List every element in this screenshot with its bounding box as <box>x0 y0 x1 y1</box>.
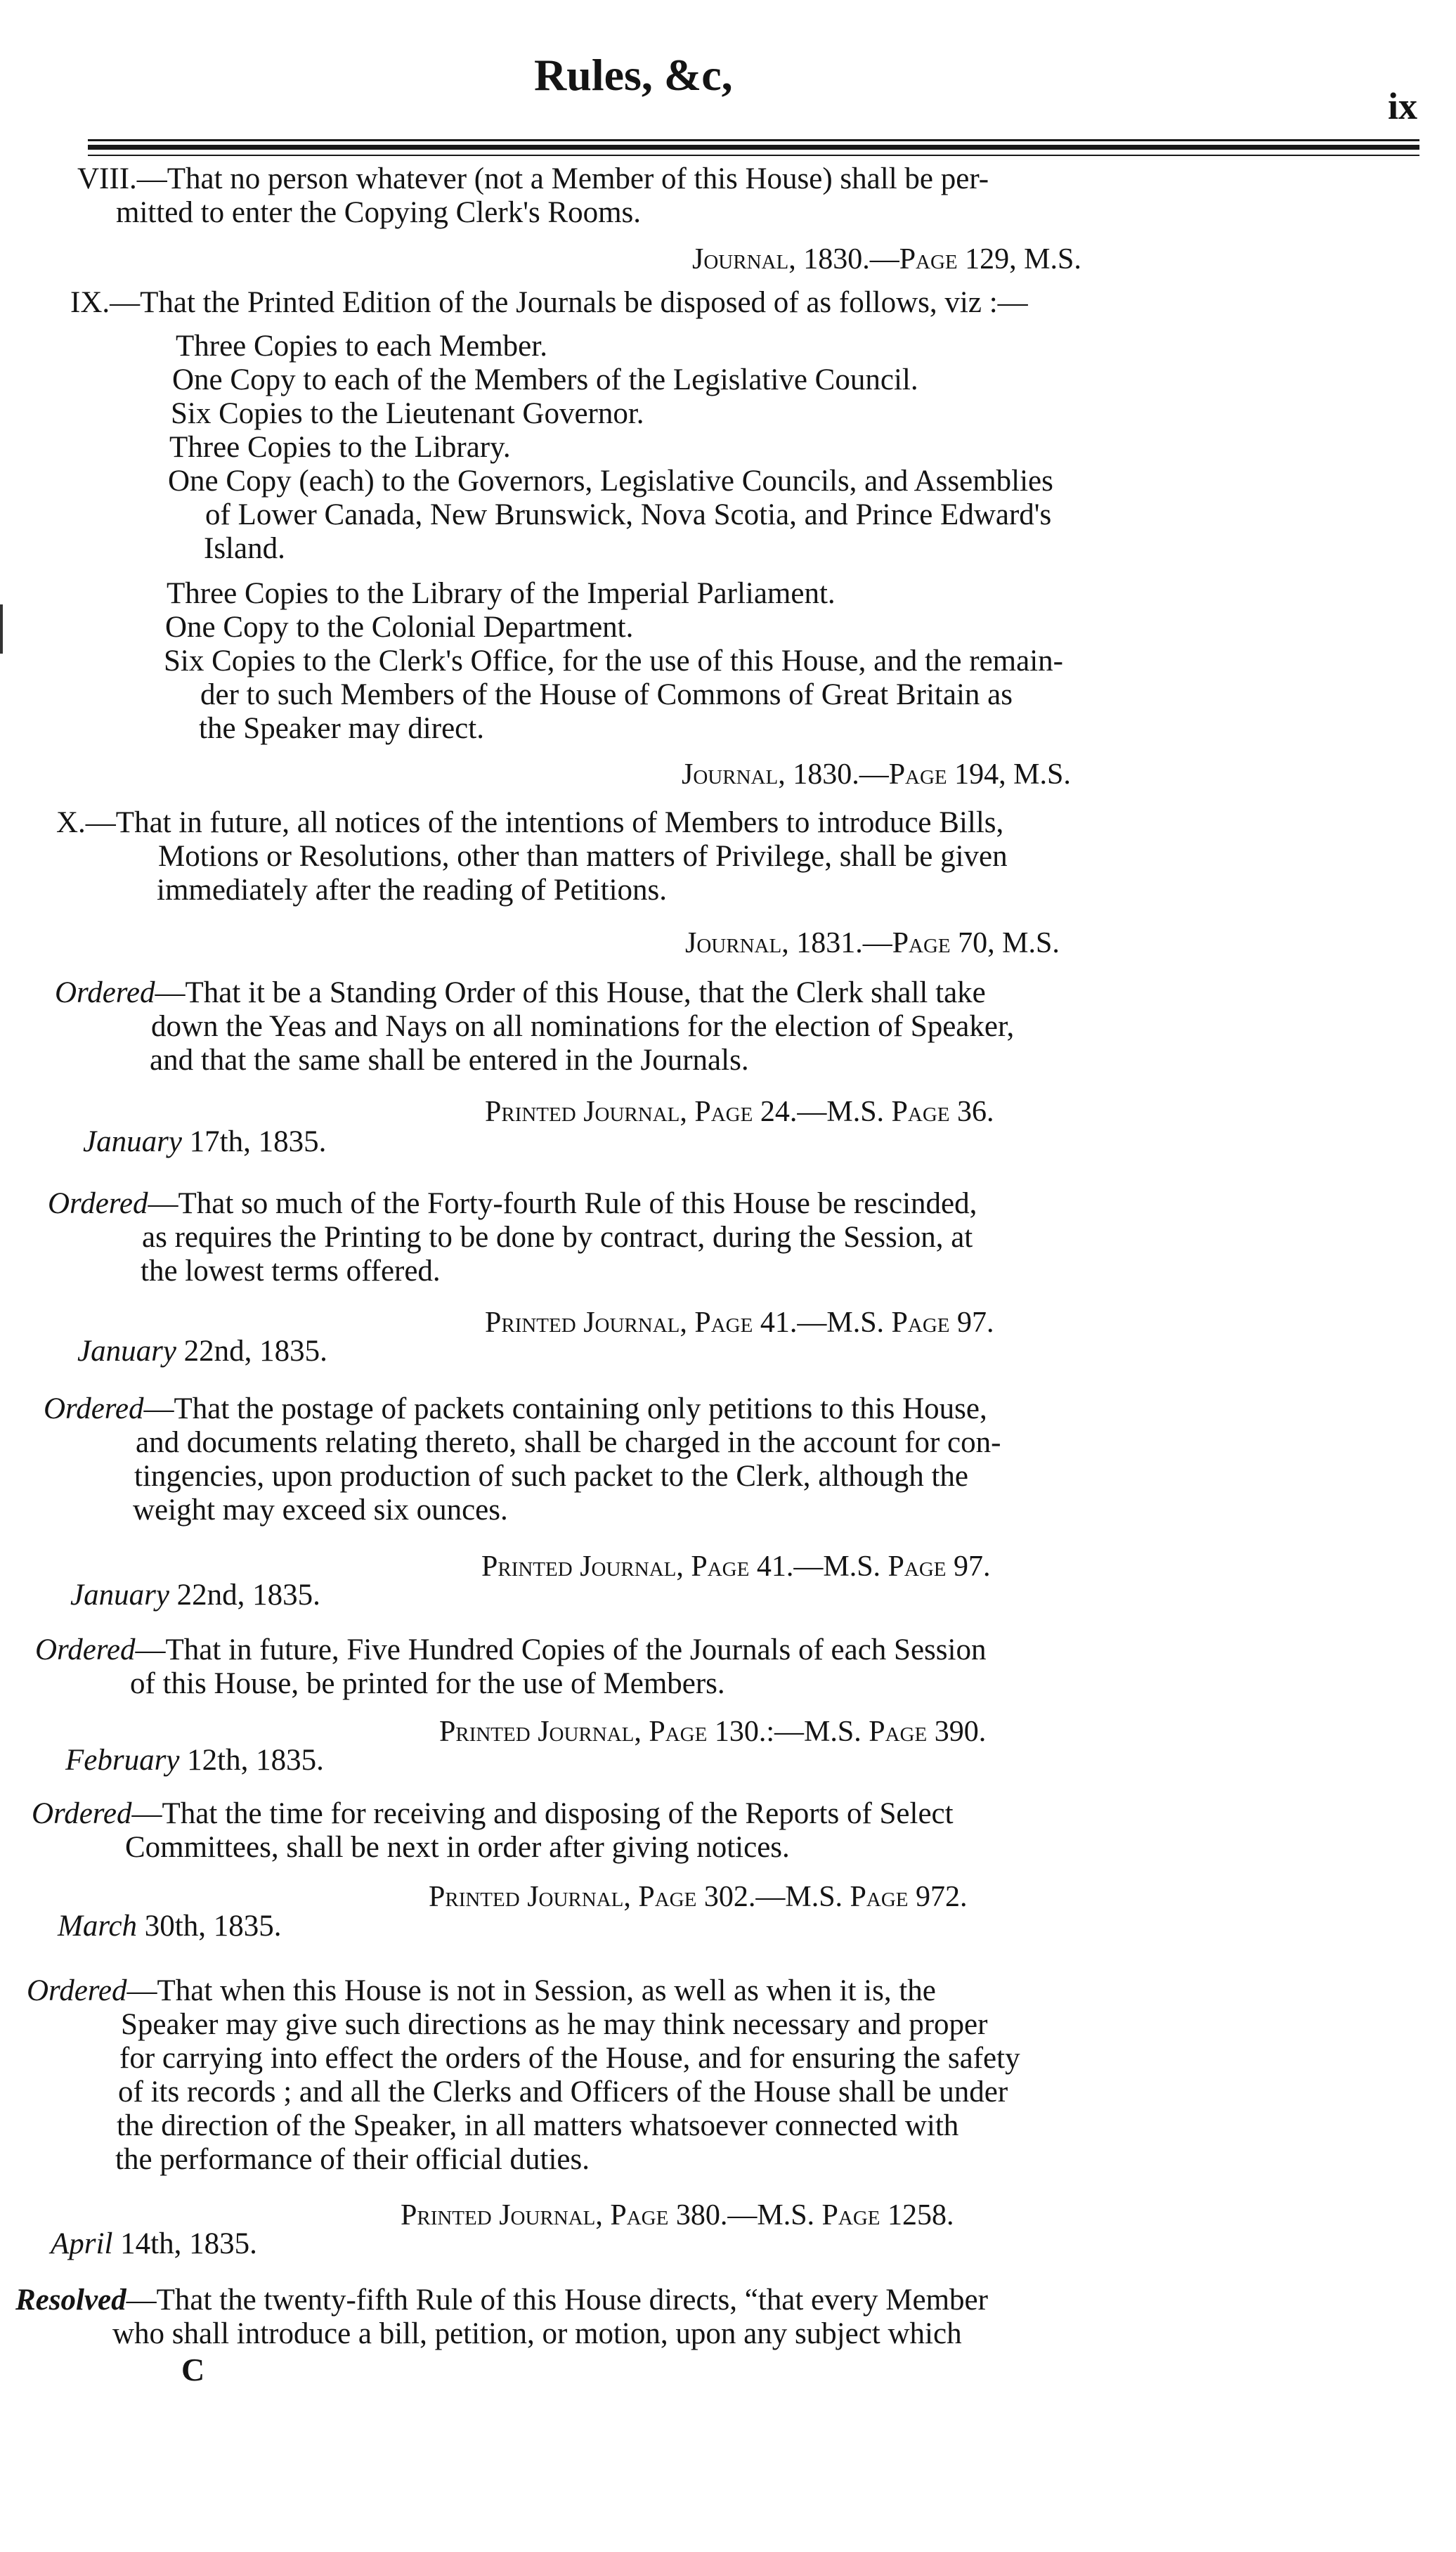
small-caps-word: Page <box>888 1550 947 1583</box>
resolution-line-2: who shall introduce a bill, petition, or motion, upon any subject which <box>112 2317 962 2350</box>
small-caps-word: Journal <box>583 1096 680 1128</box>
rule-ix-line-7: of Lower Canada, New Brunswick, Nova Scotia, and Prince Edward's <box>205 498 1052 531</box>
small-caps-word: Journal <box>583 1307 680 1339</box>
order-label: Ordered <box>27 1974 127 2007</box>
rule-ix-line-8: Island. <box>204 532 285 565</box>
rule-ix-line-6: One Copy (each) to the Governors, Legislative Councils, and Assemblies <box>168 465 1053 498</box>
order-6-line-2: Speaker may give such directions as he may think necessary and proper <box>121 2008 988 2041</box>
rule-x-line-3: immediately after the reading of Petitions. <box>157 874 668 907</box>
rule-ix-line-3: One Copy to each of the Members of the Legislative Council. <box>172 363 918 396</box>
date-month: February <box>65 1744 180 1777</box>
small-caps-word: Page <box>694 1307 753 1339</box>
order-6-date <box>51 2227 257 2261</box>
rule-ix-line-11: Six Copies to the Clerk's Office, for the use of this House, and the remain- <box>164 645 1063 678</box>
order-6-line-4: of its records ; and all the Clerks and Officers of the House shall be under <box>118 2075 1008 2109</box>
resolution-line-1 <box>15 2284 988 2317</box>
order-2-line-3: the lowest terms offered. <box>141 1255 441 1288</box>
order-3-date <box>70 1578 320 1612</box>
small-caps-word: Page <box>850 1881 909 1913</box>
small-caps-word: Journal <box>538 1716 635 1748</box>
date-rest: 22nd, 1835. <box>176 1335 327 1368</box>
order-2-line-2: as requires the Printing to be done by contract, during the Session, at <box>142 1221 973 1254</box>
order-1-reference: Printed Journal, Page 24.—M.S. Page 36. <box>485 1096 994 1128</box>
small-caps-word: Printed <box>401 2199 492 2232</box>
date-month: April <box>51 2227 113 2260</box>
rule-x-line-2: Motions or Resolutions, other than matters of Privilege, shall be given <box>158 840 1008 873</box>
signature-mark: C <box>181 2352 205 2388</box>
order-1-date <box>83 1125 326 1159</box>
small-caps-word: Page <box>691 1550 750 1583</box>
order-1-line-1 <box>55 977 986 1009</box>
rule-ix-line-4: Six Copies to the Lieutenant Governor. <box>171 397 644 430</box>
small-caps-word: Page <box>891 1307 950 1339</box>
order-1-line-2: down the Yeas and Nays on all nominations for the election of Speaker, <box>151 1010 1015 1043</box>
order-6-line-6: the performance of their official duties. <box>115 2143 590 2176</box>
order-6-reference: Printed Journal, Page 380.—M.S. Page 1258. <box>401 2199 954 2232</box>
order-label: Ordered <box>55 976 155 1009</box>
margin-mark <box>0 604 3 654</box>
order-6-text: —That when this House is not in Session, as well as when it is, the <box>126 1974 936 2007</box>
rule-x-reference: Journal, 1831.—Page 70, M.S. <box>685 927 1060 959</box>
rule-ix-line-12: der to such Members of the House of Commons of Great Britain as <box>200 678 1013 711</box>
resolved-label: Resolved <box>15 2284 126 2317</box>
rule-ix-line-5: Three Copies to the Library. <box>169 431 511 464</box>
rule-ix-line-10: One Copy to the Colonial Department. <box>165 611 634 644</box>
order-4-line-1 <box>35 1634 986 1666</box>
rule-x-line-1: X.—That in future, all notices of the intentions of Members to introduce Bills, <box>56 806 1004 839</box>
small-caps-word: Page <box>899 243 958 276</box>
date-rest: 30th, 1835. <box>137 1910 282 1943</box>
small-caps-word: Printed <box>439 1716 531 1748</box>
order-3-line-4: weight may exceed six ounces. <box>133 1494 508 1527</box>
small-caps-word: Page <box>694 1096 753 1128</box>
rule-ix-line-2: Three Copies to each Member. <box>176 330 547 363</box>
page-title: Rules, &c, <box>534 50 733 100</box>
order-3-reference: Printed Journal, Page 41.—M.S. Page 97. <box>481 1550 991 1583</box>
order-label: Ordered <box>48 1187 148 1220</box>
rule-ix-line-1: IX.—That the Printed Edition of the Journals be disposed of as follows, viz :— <box>70 286 1028 319</box>
rule-viii-reference: Journal, 1830.—Page 129, M.S. <box>692 243 1081 276</box>
order-6-line-3: for carrying into effect the orders of the House, and for ensuring the safety <box>119 2042 1020 2075</box>
order-label: Ordered <box>44 1392 144 1425</box>
small-caps-word: Printed <box>485 1096 576 1128</box>
small-caps-word: Page <box>892 927 951 959</box>
order-2-text: —That so much of the Forty-fourth Rule of this House be rescinded, <box>148 1187 977 1220</box>
rule-viii-line-2: mitted to enter the Copying Clerk's Rooms. <box>116 196 642 229</box>
order-3-line-2: and documents relating thereto, shall be charged in the account for con- <box>136 1426 1001 1459</box>
order-4-line-2: of this House, be printed for the use of Members. <box>130 1667 725 1700</box>
small-caps-word: Page <box>638 1881 697 1913</box>
small-caps-word: Journal <box>682 758 779 791</box>
order-5-line-1 <box>32 1798 954 1830</box>
small-caps-word: Page <box>891 1096 950 1128</box>
date-month: January <box>83 1125 182 1158</box>
order-4-text: —That in future, Five Hundred Copies of the Journals of each Session <box>135 1633 987 1666</box>
order-3-line-3: tingencies, upon production of such packet to the Clerk, although the <box>134 1460 968 1493</box>
order-6-line-1 <box>27 1975 936 2007</box>
order-label: Ordered <box>32 1797 132 1830</box>
order-1-line-3: and that the same shall be entered in the Journals. <box>150 1044 749 1077</box>
order-4-reference: Printed Journal, Page 130.:—M.S. Page 390. <box>439 1716 987 1748</box>
order-2-reference: Printed Journal, Page 41.—M.S. Page 97. <box>485 1307 994 1339</box>
date-rest: 14th, 1835. <box>112 2227 257 2260</box>
order-4-date <box>65 1743 324 1777</box>
small-caps-word: Page <box>821 2199 880 2232</box>
rule-viii-line-1: VIII.—That no person whatever (not a Member of this House) shall be per- <box>77 162 989 195</box>
small-caps-word: Page <box>610 2199 669 2232</box>
rule-ix-reference: Journal, 1830.—Page 194, M.S. <box>682 758 1071 791</box>
date-rest: 22nd, 1835. <box>169 1579 320 1612</box>
date-month: January <box>77 1335 176 1368</box>
order-3-text: —That the postage of packets containing only petitions to this House, <box>143 1392 987 1425</box>
order-2-line-1 <box>48 1188 977 1220</box>
date-month: January <box>70 1579 169 1612</box>
page-number: ix <box>1388 85 1418 127</box>
order-3-line-1 <box>44 1393 987 1425</box>
header-rule <box>88 139 1419 141</box>
resolution-text: —That the twenty-fifth Rule of this House directs, “that every Member <box>126 2284 988 2317</box>
small-caps-word: Journal <box>499 2199 596 2232</box>
small-caps-word: Page <box>649 1716 708 1748</box>
small-caps-word: Journal <box>580 1550 677 1583</box>
small-caps-word: Printed <box>485 1307 576 1339</box>
header-rule-thick <box>88 145 1419 150</box>
order-5-text: —That the time for receiving and disposing of the Reports of Select <box>131 1797 954 1830</box>
small-caps-word: Journal <box>685 927 782 959</box>
small-caps-word: Journal <box>527 1881 624 1913</box>
date-month: March <box>58 1910 138 1943</box>
date-rest: 17th, 1835. <box>181 1125 327 1158</box>
small-caps-word: Page <box>888 758 947 791</box>
small-caps-word: Printed <box>481 1550 573 1583</box>
order-5-reference: Printed Journal, Page 302.—M.S. Page 972. <box>429 1881 968 1913</box>
date-rest: 12th, 1835. <box>179 1744 324 1777</box>
small-caps-word: Journal <box>692 243 789 276</box>
order-5-date <box>58 1909 282 1943</box>
order-6-line-5: the direction of the Speaker, in all matters whatsoever connected with <box>117 2109 959 2142</box>
small-caps-word: Printed <box>429 1881 520 1913</box>
rule-ix-line-13: the Speaker may direct. <box>199 712 484 745</box>
order-2-date <box>77 1334 327 1368</box>
small-caps-word: Page <box>869 1716 928 1748</box>
order-1-text: —That it be a Standing Order of this House, that the Clerk shall take <box>155 976 986 1009</box>
order-5-line-2: Committees, shall be next in order after giving notices. <box>125 1831 790 1864</box>
order-label: Ordered <box>35 1633 136 1666</box>
rule-ix-line-9: Three Copies to the Library of the Imperial Parliament. <box>167 577 836 610</box>
header-rule-lower <box>88 155 1419 156</box>
